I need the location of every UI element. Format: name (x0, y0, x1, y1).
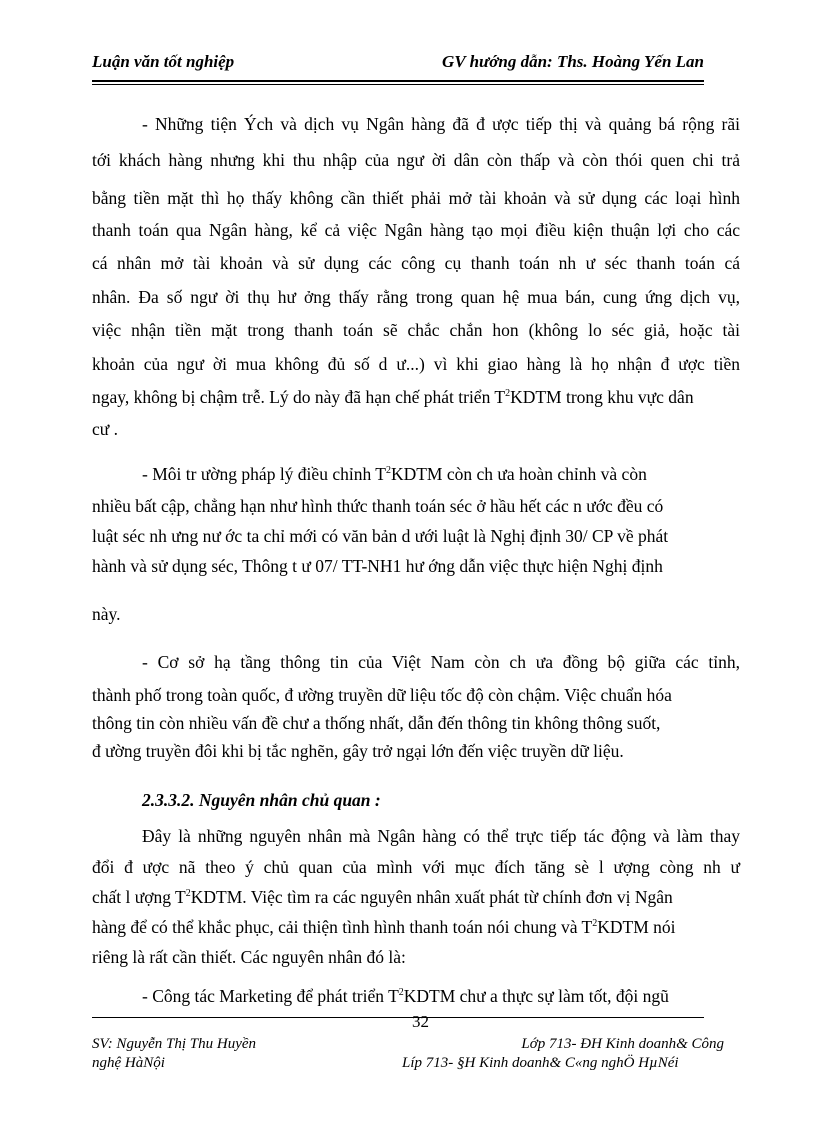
text-line: thanh toán qua Ngân hàng, kể cả việc Ngân hàng tạo mọi điều kiện thuận lợi cho các (92, 220, 740, 240)
page-header (92, 52, 704, 82)
text-line: này. (92, 604, 121, 624)
footer-student-location: nghệ HàNội (92, 1055, 165, 1071)
text-line: hành và sử dụng séc, Thông t ư 07/ TT-NH1 hư ớng dẫn việc thực hiện Nghị định (92, 556, 663, 576)
text-line: đổi đ ược nã theo ý chủ quan của mình với mục đích tăng sè l ượng còng nh ư (92, 857, 740, 877)
footer-line-2 (92, 1055, 724, 1075)
footer-class: Lớp 713- ĐH Kinh doanh& Công (521, 1036, 724, 1052)
text-line: riêng là rất cần thiết. Các nguyên nhân đó là: (92, 947, 406, 967)
footer-divider (92, 1017, 704, 1018)
text-line: tới khách hàng nhưng khi thu nhập của ngư ời dân còn thấp và còn thói quen chi trả (92, 150, 740, 170)
header-advisor: GV hướng dẫn: Ths. Hoàng Yến Lan (442, 52, 704, 71)
text-line: - Cơ sở hạ tầng thông tin của Việt Nam còn ch ưa đồng bộ giữa các tỉnh, (142, 652, 740, 672)
header-divider (92, 80, 704, 85)
footer-line-1 (92, 1036, 724, 1056)
footer-class-alt: Líp 713- §H Kinh doanh& C«ng nghÖ HµNéi (402, 1055, 679, 1071)
text-line: - Môi tr ường pháp lý điều chỉnh $T^2KDTM$ còn ch ưa hoàn chỉnh và còn (142, 464, 647, 484)
section-heading: 2.3.3.2. Nguyên nhân chủ quan : (142, 790, 381, 810)
text-line: chất l ượng $T^2KDTM$. Việc tìm ra các nguyên nhân xuất phát từ chính đơn vị Ngân (92, 887, 673, 907)
text-line: khoản của ngư ời mua không đủ số d ư...) vì khi giao hàng là họ nhận đ ược tiền (92, 354, 740, 374)
text-line: cá nhân mở tài khoản và sử dụng các công cụ thanh toán nh ư séc thanh toán cá (92, 253, 740, 273)
text-line: thông tin còn nhiều vấn đề chư a thống nhất, dẫn đến thông tin không thông suốt, (92, 713, 661, 733)
text-line: cư . (92, 419, 119, 439)
text-line: thành phố trong toàn quốc, đ ường truyền dữ liệu tốc độ còn chậm. Việc chuẩn hóa (92, 685, 672, 705)
text-line: - Những tiện Ých và dịch vụ Ngân hàng đã đ ược tiếp thị và quảng bá rộng rãi (142, 114, 740, 134)
text-line: đ ường truyền đôi khi bị tắc nghẽn, gây trở ngại lớn đến việc truyền dữ liệu. (92, 741, 624, 761)
text-line: - Công tác Marketing để phát triển $T^2KDTM$ chư a thực sự làm tốt, đội ngũ (142, 986, 669, 1006)
page-number: 32 (412, 1012, 429, 1031)
text-line: việc nhận tiền mặt trong thanh toán sẽ chắc chắn hon (không lo séc giả, hoặc tài (92, 320, 740, 340)
footer-student-name: SV: Nguyễn Thị Thu Huyền (92, 1036, 257, 1052)
header-thesis-title: Luận văn tốt nghiệp (92, 52, 235, 71)
text-line: nhiều bất cập, chẳng hạn như hình thức thanh toán séc ở hầu hết các n ước đều có (92, 496, 664, 516)
text-line: bằng tiền mặt thì họ thấy không cần thiết phải mở tài khoản và sử dụng các loại hình (92, 188, 740, 208)
text-line: nhân. Đa số ngư ời thụ hư ởng thấy rằng trong quan hệ mua bán, cung ứng dịch vụ, (92, 287, 740, 307)
text-line: Đây là những nguyên nhân mà Ngân hàng có thể trực tiếp tác động và làm thay (142, 826, 740, 846)
text-line: hàng để có thể khắc phục, cải thiện tình hình thanh toán nói chung và $T^2KDTM$ nói (92, 917, 676, 937)
text-line: luật séc nh ưng nư ớc ta chỉ mới có văn bản d ưới luật là Nghị định 30/ CP về phát (92, 526, 669, 546)
text-line: ngay, không bị chậm trễ. Lý do này đã hạn chế phát triển $T^2KDTM$ trong khu vực dân (92, 387, 694, 407)
